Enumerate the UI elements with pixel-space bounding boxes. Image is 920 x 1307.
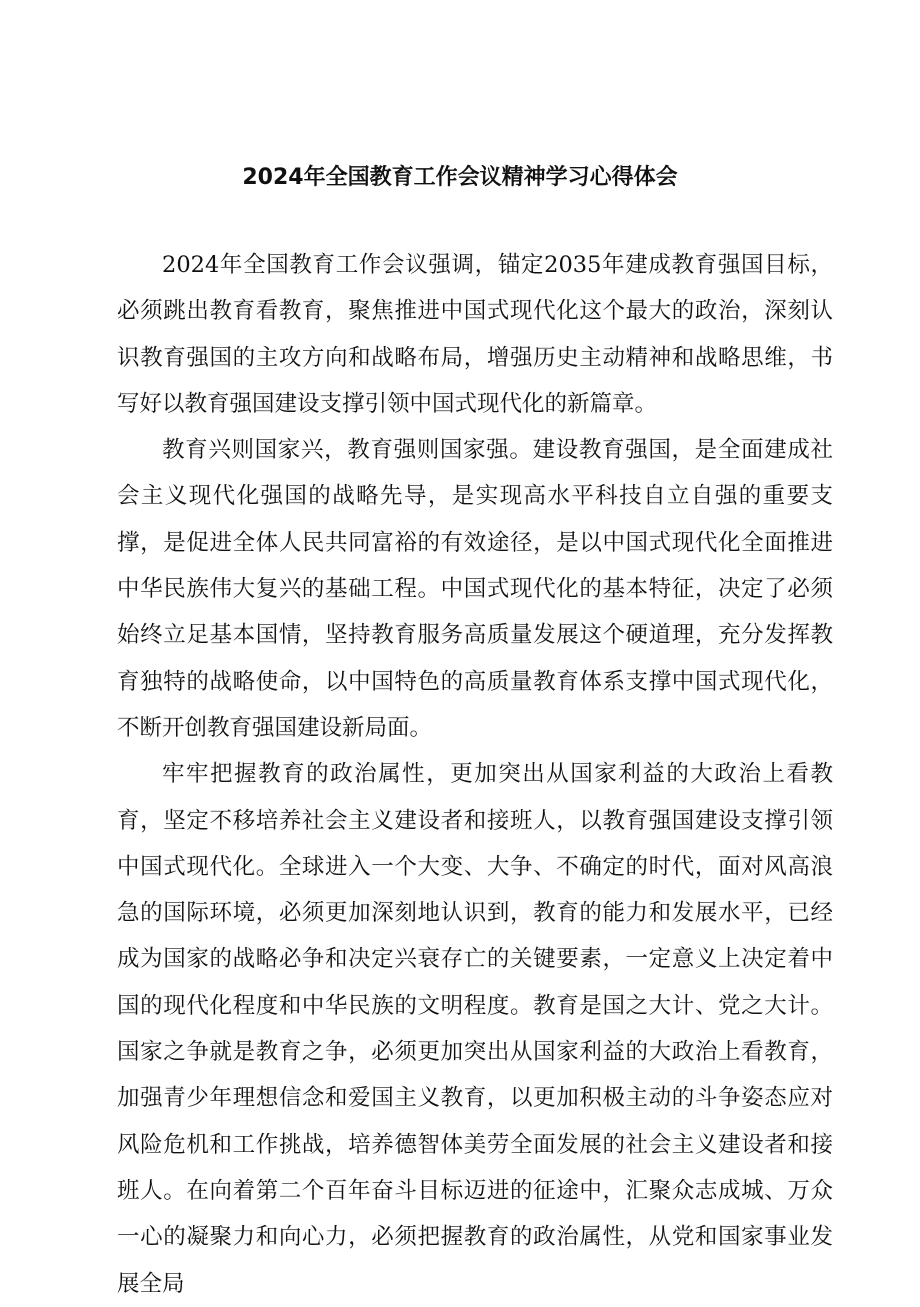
paragraph-3: 牢牢把握教育的政治属性，更加突出从国家利益的大政治上看教育，坚定不移培养社会主义建设者和接班人，以教育强国建设支撑引领中国式现代化。全球进入一个大变、大争、不确定的时代，面对风高浪急的国际环境，必须更加深刻地认识到，教育的能力和发展水平，已经成为国家的战略必争和决定兴衰存亡的关键要素，一定意义上决定着中国的现代化程度和中华民族的文明程度。教育是国之大计、党之大计。国家之争就是教育之争，必须更加突出从国家利益的大政治上看教育，加强青少年理想信念和爱国主义教育，以更加积极主动的斗争姿态应对风险危机和工作挑战，培养德智体美劳全面发展的社会主义建设者和接班人。在向着第二个百年奋斗目标迈进的征途中，汇聚众志成城、万众一心的凝聚力和向心力，必须把握教育的政治属性，从党和国家事业发展全局 — [117, 761, 833, 1297]
paragraph-1: 2024年全国教育工作会议强调，锚定2035年建成教育强国目标，必须跳出教育看教育，聚焦推进中国式现代化这个最大的政治，深刻认识教育强国的主攻方向和战略布局，增强历史主动精神和战略思维，书写好以教育强国建设支撑引领中国式现代化的新篇章。 — [117, 252, 833, 417]
paragraph-2: 教育兴则国家兴，教育强则国家强。建设教育强国，是全面建成社会主义现代化强国的战略先导，是实现高水平科技自立自强的重要支撑，是促进全体人民共同富裕的有效途径，是以中国式现代化全面推进中华民族伟大复兴的基础工程。中国式现代化的基本特征，决定了必须始终立足基本国情，坚持教育服务高质量发展这个硬道理，充分发挥教育独特的战略使命，以中国特色的高质量教育体系支撑中国式现代化，不断开创教育强国建设新局面。 — [117, 437, 833, 741]
document-body — [117, 242, 833, 1307]
document-title: 2024年全国教育工作会议精神学习心得体会 — [242, 165, 678, 190]
